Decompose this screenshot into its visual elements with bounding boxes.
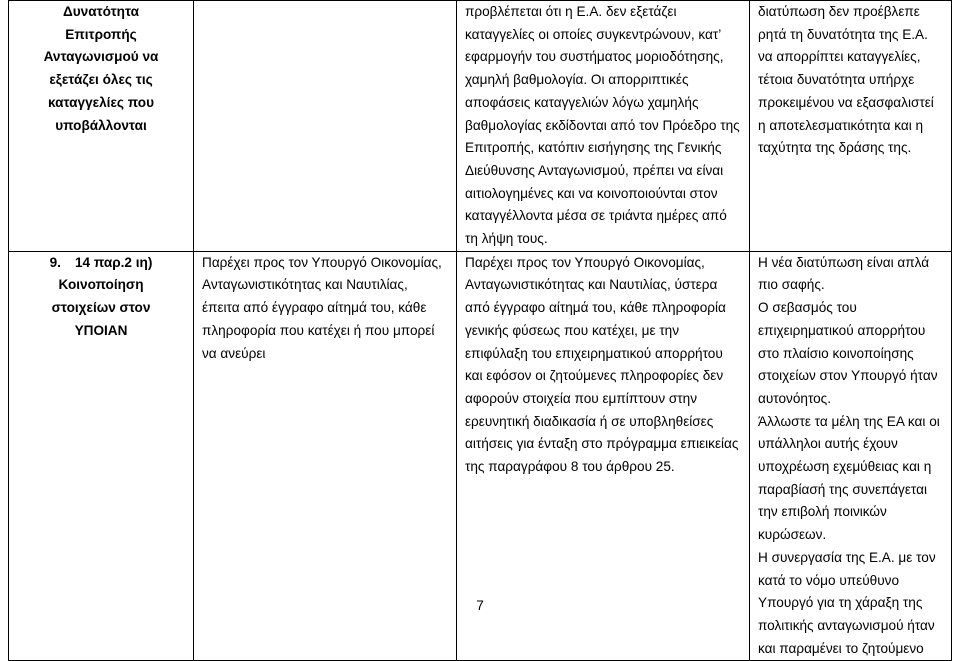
- comment-cell: [750, 1, 952, 252]
- provision-title-line: Κοινοποίηση: [58, 277, 144, 293]
- new-provision-text: προβλέπεται ότι η Ε.Α. δεν εξετάζει καταγγελίες οι οποίες συγκεντρώνουν, κατ’ εφαρμογήν του συστήματος μοριοδότησης, χαμηλή βαθμολογία. Οι απορριπτικές αποφάσεις καταγγελιών λόγω χαμηλής βαθμολογίας εκδίδονται από τον Πρόεδρο της Επιτροπής, κατόπιν εισήγησης της Γενικής Διεύθυνσης Ανταγωνισμού, πρέπει να είναι αιτιολογημένες και να κοινοποιούνται στον καταγγέλλοντα μέσα σε τριάντα ημέρες από τη λήψη τους.: [465, 4, 740, 247]
- provision-title-line: στοιχείων στον: [51, 300, 151, 316]
- provision-title-line: εξετάζει όλες τις: [49, 72, 153, 88]
- comment-paragraph: Ο σεβασμός του επιχειρηματικού απορρήτου στο πλαίσιο κοινοποίησης στοιχείων στον Υπουργό ήταν αυτονόητος.: [758, 300, 938, 406]
- provision-title-line: Επιτροπής: [65, 26, 137, 42]
- provision-title-line: ΥΠΟΙΑΝ: [74, 322, 128, 338]
- provision-title-line: καταγγελίες που: [48, 94, 154, 110]
- provision-title-line: Δυνατότητα: [62, 4, 139, 19]
- provision-title-line: Ανταγωνισμού να: [43, 49, 159, 65]
- new-provision-cell: [457, 1, 750, 252]
- provision-title-line: υποβάλλονται: [55, 117, 147, 133]
- table-row: [9, 1, 952, 252]
- comment-paragraph: Η συνεργασία της Ε.Α. με τον κατά το νόμο υπεύθυνο Υπουργό για τη χάραξη της πολιτικής ανταγωνισμού ήταν και παραμένει το ζητούμενο: [758, 549, 936, 656]
- comment-paragraph: Άλλωστε τα μέλη της ΕΑ και οι υπάλληλοι αυτής έχουν υποχρέωση εχεμύθειας και η παραβίασή της συνεπάγεται την επιβολή ποινικών κυρώσεων.: [758, 413, 940, 543]
- comment-text: διατύπωση δεν προέβλεπε ρητά τη δυνατότητα της Ε.Α. να απορρίπτει καταγγελίες, τέτοια δυνατότητα υπήρχε προκειμένου να εξασφαλιστεί η αποτελεσματικότητα και η ταχύτητα της δράσης της.: [758, 4, 934, 156]
- comparison-table: [8, 0, 952, 661]
- comment-paragraph: Η νέα διατύπωση είναι απλά πιο σαφής.: [758, 254, 930, 293]
- page-number: 7: [476, 598, 484, 613]
- old-provision-cell: [194, 1, 457, 252]
- row-number: 9.: [49, 254, 61, 270]
- old-provision-text: Παρέχει προς τον Υπουργό Οικονομίας, Ανταγωνιστικότητας και Ναυτιλίας, έπειτα από έγγραφο αίτημά του, κάθε πληροφορία που κατέχει ή που μπορεί να ανεύρει: [202, 254, 442, 361]
- article-reference: [17, 252, 185, 275]
- new-provision-text: Παρέχει προς τον Υπουργό Οικονομίας, Ανταγωνιστικότητας και Ναυτιλίας, ύστερα από έγγραφο αίτημά του, κάθε πληροφορία γενικής φύσεως που κατέχει, με την επιφύλαξη του επιχειρηματικού απορρήτου και εφόσον οι ζητούμενες πληροφορίες δεν αφορούν στοιχεία που εμπίπτουν στην ερευνητική διαδικασία ή σε υποβληθείσες αιτήσεις για ένταξη στο πρόγραμμα επιεικείας της παραγράφου 8 του άρθρου 25.: [465, 254, 739, 475]
- provision-title-cell: [9, 1, 194, 252]
- article-label: 14 παρ.2 ιη): [74, 254, 153, 270]
